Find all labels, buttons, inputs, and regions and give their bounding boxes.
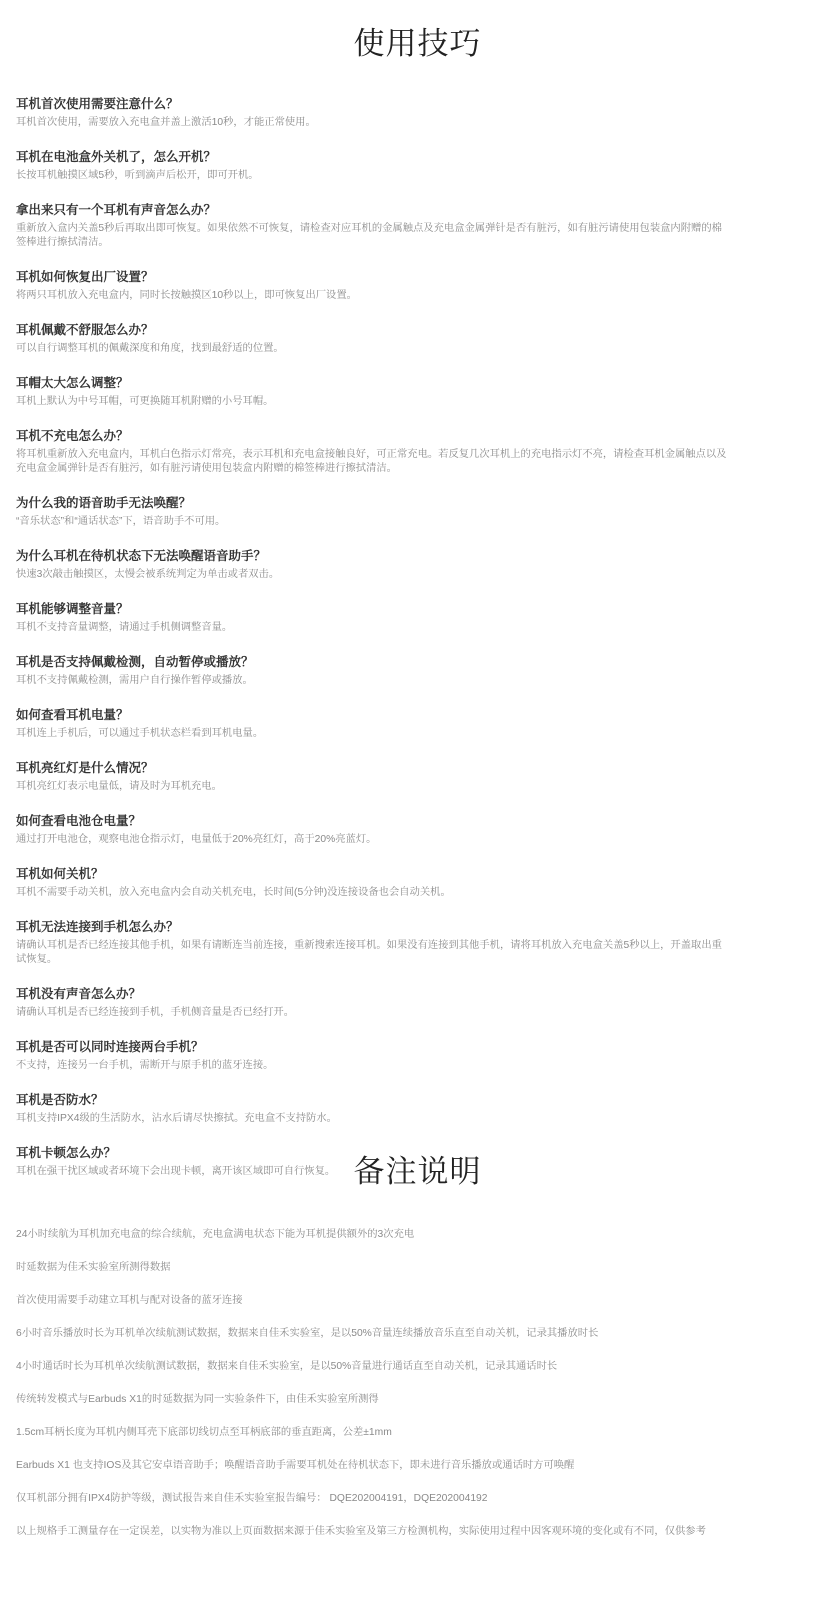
faq-answer: 耳机不支持音量调整，请通过手机侧调整音量。 [16,622,233,633]
faq-answer: 耳机上默认为中号耳帽，可更换随耳机附赠的小号耳帽。 [16,396,274,407]
faq-question: 耳机是否支持佩戴检测，自动暂停或播放？ [16,655,254,669]
note-item: 传统转发模式与Earbuds X1的时延数据为同一实验条件下，由佳禾实验室所测得 [16,1394,379,1405]
faq-question: 耳帽太大怎么调整？ [16,376,129,390]
faq-item [16,1039,731,1073]
faq-answer: 耳机支持IPX4级的生活防水，沾水后请尽快擦拭。充电盒不支持防水。 [16,1113,337,1124]
faq-answer: 请确认耳机是否已经连接到手机，手机侧音量是否已经打开。 [16,1007,295,1018]
faq-answer: 快速3次敲击触摸区，太慢会被系统判定为单击或者双击。 [16,569,280,580]
faq-answer: 将耳机重新放入充电盒内，耳机白色指示灯常亮，表示耳机和充电盒接触良好，可正常充电。若反复几次耳机上的充电指示灯不亮，请检查耳机金属触点以及充电盒金属弹针是否有脏污，如有脏污请使用包装盒内附赠的棉签棒进行擦拭清洁。 [16,449,727,474]
faq-answer: 耳机连上手机后，可以通过手机状态栏看到耳机电量。 [16,728,264,739]
faq-item [16,654,731,688]
faq-answer: 耳机在强干扰区域或者环境下会出现卡顿，离开该区域即可自行恢复。 [16,1166,336,1177]
faq-question: 耳机没有声音怎么办？ [16,987,142,1001]
faq-answer: 请确认耳机是否已经连接其他手机，如果有请断连当前连接，重新搜索连接耳机。如果没有连接到其他手机，请将耳机放入充电盒关盖5秒以上，开盖取出重试恢复。 [16,940,722,965]
faq-answer: 耳机首次使用，需要放入充电盒并盖上激活10秒，才能正常使用。 [16,117,316,128]
note-item: 24小时续航为耳机加充电盒的综合续航，充电盒满电状态下能为耳机提供额外的3次充电 [16,1229,415,1240]
faq-item [16,322,731,356]
note-item: 以上规格手工测量存在一定误差，以实物为准以上页面数据来源于佳禾实验室及第三方检测机构，实际使用过程中因客观环境的变化或有不同，仅供参考 [16,1526,706,1537]
faq-item [16,1092,731,1126]
faq-question: 耳机如何恢复出厂设置？ [16,270,154,284]
faq-item [16,986,731,1020]
faq-answer: 将两只耳机放入充电盒内，同时长按触摸区10秒以上，即可恢复出厂设置。 [16,290,357,301]
faq-answer: 可以自行调整耳机的佩戴深度和角度，找到最舒适的位置。 [16,343,284,354]
note-item: 时延数据为佳禾实验室所测得数据 [16,1262,171,1273]
faq-question: 耳机卡顿怎么办？ [16,1146,117,1160]
faq-item [16,548,731,582]
faq-question: 为什么耳机在待机状态下无法唤醒语音助手？ [16,549,267,563]
faq-item [16,707,731,741]
note-item: 1.5cm耳柄长度为耳机内侧耳壳下底部切线切点至耳柄底部的垂直距离，公差±1mm [16,1427,392,1438]
faq-item [16,919,731,967]
faq-item [16,375,731,409]
faq-list [16,96,731,1198]
faq-answer: “音乐状态”和“通话状态”下，语音助手不可用。 [16,516,226,527]
notes-title: 备注说明 [353,1154,482,1189]
faq-question: 如何查看耳机电量？ [16,708,129,722]
tips-title: 使用技巧 [353,26,482,61]
faq-question: 耳机无法连接到手机怎么办？ [16,920,179,934]
faq-item [16,813,731,847]
note-item: 6小时音乐播放时长为耳机单次续航测试数据，数据来自佳禾实验室，是以50%音量连续播放音乐直至自动关机，记录其播放时长 [16,1328,599,1339]
faq-question: 耳机在电池盒外关机了，怎么开机？ [16,150,217,164]
faq-answer: 耳机亮红灯表示电量低，请及时为耳机充电。 [16,781,222,792]
faq-item [16,202,731,250]
notes-list [16,1228,726,1558]
note-item: 4小时通话时长为耳机单次续航测试数据，数据来自佳禾实验室，是以50%音量进行通话直至自动关机，记录其通话时长 [16,1361,558,1372]
faq-item [16,495,731,529]
faq-answer: 耳机不支持佩戴检测，需用户自行操作暂停或播放。 [16,675,253,686]
faq-item [16,428,731,476]
faq-question: 耳机如何关机？ [16,867,104,881]
faq-answer: 长按耳机触摸区域5秒，听到滴声后松开，即可开机。 [16,170,259,181]
faq-answer: 重新放入盒内关盖5秒后再取出即可恢复。如果依然不可恢复，请检查对应耳机的金属触点及充电盒金属弹针是否有脏污，如有脏污请使用包装盒内附赠的棉签棒进行擦拭清洁。 [16,223,722,248]
faq-question: 耳机亮红灯是什么情况？ [16,761,154,775]
faq-question: 拿出来只有一个耳机有声音怎么办？ [16,203,217,217]
faq-answer: 不支持，连接另一台手机，需断开与原手机的蓝牙连接。 [16,1060,274,1071]
faq-item [16,149,731,183]
faq-question: 为什么我的语音助手无法唤醒？ [16,496,192,510]
faq-question: 耳机不充电怎么办？ [16,429,129,443]
note-item: Earbuds X1 也支持IOS及其它安卓语音助手；唤醒语音助手需要耳机处在待机状态下，即未进行音乐播放或通话时方可唤醒 [16,1460,575,1471]
faq-question: 耳机佩戴不舒服怎么办？ [16,323,154,337]
faq-question: 耳机是否可以同时连接两台手机？ [16,1040,204,1054]
faq-question: 如何查看电池仓电量？ [16,814,142,828]
faq-question: 耳机是否防水？ [16,1093,104,1107]
faq-item [16,760,731,794]
faq-question: 耳机能够调整音量？ [16,602,129,616]
faq-item [16,866,731,900]
note-item: 仅耳机部分拥有IPX4防护等级，测试报告来自佳禾实验室报告编号： DQE202004191，DQE202004192 [16,1493,488,1504]
faq-item [16,96,731,130]
faq-question: 耳机首次使用需要注意什么？ [16,97,179,111]
faq-answer: 通过打开电池仓，观察电池仓指示灯，电量低于20%亮红灯，高于20%亮蓝灯。 [16,834,377,845]
faq-answer: 耳机不需要手动关机，放入充电盒内会自动关机充电，长时间(5分钟)没连接设备也会自动关机。 [16,887,451,898]
faq-item [16,601,731,635]
faq-item [16,269,731,303]
note-item: 首次使用需要手动建立耳机与配对设备的蓝牙连接 [16,1295,243,1306]
